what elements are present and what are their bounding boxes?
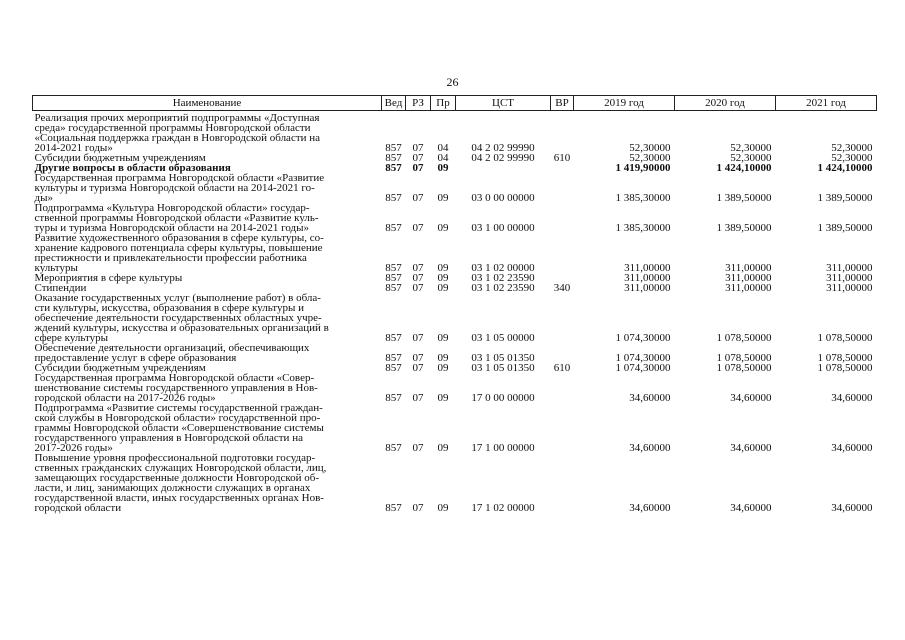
cell-cst: 03 1 05 00000: [471, 332, 535, 344]
cell-cst: 03 0 00 00000: [471, 192, 535, 204]
row-name-line: замещающих государственные должности Новгородской об-: [34, 472, 320, 484]
row-name-line: туры и туризма Новгородской области на 2014-2021 годы»: [34, 222, 310, 234]
row-name-line: сфере культуры: [34, 332, 109, 344]
row-name-line: Государственная программа Новгородской области «Совер-: [34, 372, 315, 384]
cell-cst: 17 0 00 00000: [471, 392, 535, 404]
cell-pr: 09: [437, 352, 449, 364]
row-name-line: Повышение уровня профессиональной подготовки государ-: [34, 452, 316, 464]
cell-ved: 857: [385, 162, 402, 174]
header-ved: Вед: [382, 96, 406, 111]
row-name-line: ды»: [34, 192, 53, 204]
row-name-line: ственной программы Новгородской области «Развитие куль-: [34, 212, 319, 224]
cell-y2021: 52,30000: [831, 142, 873, 154]
cell-rz: 07: [412, 152, 424, 164]
cell-y2019: 1 419,90000: [615, 162, 671, 174]
row-name-line: Субсидии бюджетным учреждениям: [34, 152, 206, 164]
cell-vr: [551, 373, 574, 403]
cell-vr: [551, 203, 574, 233]
cell-cst: 03 1 02 23590: [471, 272, 535, 284]
row-name-line: ждений культуры, искусства и образовательных организаций в: [34, 322, 329, 334]
cell-y2020: 311,00000: [725, 282, 772, 294]
table-header-row: [33, 96, 877, 111]
cell-y2019: 52,30000: [629, 142, 671, 154]
cell-vr: [551, 163, 574, 173]
cell-y2021: 311,00000: [826, 262, 873, 274]
table-row: [33, 233, 877, 273]
cell-pr: 09: [437, 262, 449, 274]
cell-rz: 07: [412, 282, 424, 294]
cell-pr: 09: [437, 162, 449, 174]
cell-pr: 04: [437, 152, 449, 164]
table-row: [33, 373, 877, 403]
cell-y2020: 52,30000: [730, 152, 772, 164]
cell-y2019: 34,60000: [629, 502, 671, 514]
cell-pr: 09: [437, 442, 449, 454]
cell-y2019: 34,60000: [629, 442, 671, 454]
cell-y2019: 1 074,30000: [615, 362, 671, 374]
cell-rz: 07: [412, 192, 424, 204]
cell-y2021: 1 078,50000: [817, 352, 873, 364]
row-name-line: среда» государственной программы Новгородской области: [34, 122, 311, 134]
cell-vr: [551, 293, 574, 343]
budget-table: [32, 95, 877, 513]
cell-y2020: 1 424,10000: [716, 162, 772, 174]
cell-vr: 340: [553, 282, 571, 294]
row-name: [33, 233, 382, 273]
cell-y2019: 52,30000: [629, 152, 671, 164]
header-2019: 2019 год: [574, 96, 675, 111]
row-name-line: культуры: [34, 262, 78, 274]
row-name: [33, 453, 382, 513]
row-name-line: сти культуры, искусства, образования в сфере культуры и: [34, 302, 304, 314]
cell-rz: 07: [412, 142, 424, 154]
cell-cst: 17 1 02 00000: [471, 502, 535, 514]
cell-vr: 610: [553, 362, 571, 374]
row-name-line: хранение кадрового потенциала сферы культуры, повышение: [34, 242, 323, 254]
cell-y2020: 1 078,50000: [716, 332, 772, 344]
row-name-line: государственного управления в Новгородской области на: [34, 432, 303, 444]
cell-cst: 03 1 00 00000: [471, 222, 535, 234]
table-row: [33, 453, 877, 513]
cell-vr: [551, 343, 574, 363]
cell-rz: 07: [412, 362, 424, 374]
row-name-line: Стипендии: [34, 282, 87, 294]
header-cst: ЦСТ: [456, 96, 551, 111]
cell-rz: 07: [412, 272, 424, 284]
row-name-line: предоставление услуг в сфере образования: [34, 352, 237, 364]
cell-ved: 857: [385, 332, 402, 344]
table-row: [33, 113, 877, 153]
row-name-line: ственных гражданских служащих Новгородской области, лиц,: [34, 462, 327, 474]
row-name-line: Подпрограмма «Развитие системы государственной граждан-: [34, 402, 323, 414]
header-pr: Пр: [431, 96, 456, 111]
cell-y2019: 34,60000: [629, 392, 671, 404]
cell-y2019: 1 385,30000: [615, 222, 671, 234]
header-name: Наименование: [33, 96, 382, 111]
row-name-line: Развитие художественного образования в сфере культуры, со-: [34, 232, 324, 244]
row-name-line: Субсидии бюджетным учреждениям: [34, 362, 206, 374]
cell-ved: 857: [385, 222, 402, 234]
row-name-line: Реализация прочих мероприятий подпрограммы «Доступная: [34, 112, 320, 124]
row-name-line: ласти, и лиц, занимающих должности служащих в органах: [34, 482, 311, 494]
row-name-line: Обеспечение деятельности организаций, обеспечивающих: [34, 342, 310, 354]
row-name-line: Оказание государственных услуг (выполнение работ) в обла-: [34, 292, 321, 304]
table-row: [33, 403, 877, 453]
cell-y2020: 52,30000: [730, 142, 772, 154]
cell-pr: 04: [437, 142, 449, 154]
table-row: [33, 173, 877, 203]
cell-rz: 07: [412, 352, 424, 364]
cell-y2019: 1 074,30000: [615, 332, 671, 344]
row-name-line: Мероприятия в сфере культуры: [34, 272, 183, 284]
row-name-line: престижности и привлекательности профессии работника: [34, 252, 307, 264]
cell-cst: 03 1 05 01350: [471, 352, 535, 364]
cell-pr: 09: [437, 362, 449, 374]
cell-ved: 857: [385, 272, 402, 284]
cell-ved: 857: [385, 282, 402, 294]
cell-y2021: 1 078,50000: [817, 362, 873, 374]
row-name-line: городской области на 2017-2026 годы»: [34, 392, 216, 404]
cell-rz: 07: [412, 392, 424, 404]
cell-y2020: 1 389,50000: [716, 222, 772, 234]
cell-y2020: 34,60000: [730, 392, 772, 404]
cell-rz: 07: [412, 332, 424, 344]
cell-y2020: 311,00000: [725, 262, 772, 274]
cell-ved: 857: [385, 142, 402, 154]
cell-y2021: 1 078,50000: [817, 332, 873, 344]
cell-rz: 07: [412, 262, 424, 274]
cell-ved: 857: [385, 442, 402, 454]
row-name-line: Государственная программа Новгородской области «Развитие: [34, 172, 325, 184]
row-name-line: городской области: [34, 502, 122, 514]
cell-y2021: 1 389,50000: [817, 192, 873, 204]
table-row: [33, 203, 877, 233]
cell-y2021: 1 389,50000: [817, 222, 873, 234]
row-name-line: культуры и туризма Новгородской области на 2014-2021 го-: [34, 182, 315, 194]
cell-y2019: 311,00000: [624, 272, 671, 284]
cell-cst: [456, 163, 551, 173]
row-name-line: Подпрограмма «Культура Новгородской области» государ-: [34, 202, 310, 214]
cell-y2021: 1 424,10000: [817, 162, 873, 174]
row-name-line: Другие вопросы в области образования: [34, 162, 231, 174]
cell-ved: 857: [385, 362, 402, 374]
header-2021: 2021 год: [776, 96, 877, 111]
cell-pr: 09: [437, 282, 449, 294]
cell-ved: 857: [385, 262, 402, 274]
cell-vr: [551, 453, 574, 513]
cell-y2020: 34,60000: [730, 502, 772, 514]
cell-ved: 857: [385, 392, 402, 404]
row-name-line: граммы Новгородской области «Совершенствование системы: [34, 422, 324, 434]
cell-vr: [551, 233, 574, 273]
cell-y2021: 311,00000: [826, 272, 873, 284]
cell-vr: [551, 403, 574, 453]
cell-y2020: 34,60000: [730, 442, 772, 454]
row-name-line: 2014-2021 годы»: [34, 142, 113, 154]
cell-y2020: 1 389,50000: [716, 192, 772, 204]
cell-vr: 610: [553, 152, 571, 164]
cell-cst: 04 2 02 99990: [471, 152, 535, 164]
cell-y2019: 311,00000: [624, 262, 671, 274]
table-body: [33, 111, 877, 514]
table-row: [33, 293, 877, 343]
cell-vr: [551, 113, 574, 153]
cell-ved: 857: [385, 502, 402, 514]
cell-rz: 07: [412, 502, 424, 514]
cell-y2019: 311,00000: [624, 282, 671, 294]
cell-cst: 04 2 02 99990: [471, 142, 535, 154]
row-name: [33, 343, 382, 363]
cell-y2020: 1 078,50000: [716, 362, 772, 374]
cell-ved: 857: [385, 152, 402, 164]
cell-cst: 03 1 02 23590: [471, 282, 535, 294]
row-name-line: шенствование системы государственного управления в Нов-: [34, 382, 318, 394]
row-name-line: ской службы в Новгородской области» государственной про-: [34, 412, 321, 424]
cell-y2021: 34,60000: [831, 392, 873, 404]
cell-y2021: 34,60000: [831, 502, 873, 514]
table-row: [33, 343, 877, 363]
cell-rz: 07: [412, 222, 424, 234]
cell-y2020: 1 078,50000: [716, 352, 772, 364]
row-name-line: государственной власти, иных государственных органах Нов-: [34, 492, 324, 504]
page-number: 26: [446, 75, 459, 89]
row-name: [33, 403, 382, 453]
row-name-line: «Социальная поддержка граждан в Новгородской области на: [34, 132, 321, 144]
row-name: [33, 113, 382, 153]
cell-pr: 09: [437, 222, 449, 234]
header-vr: ВР: [551, 96, 574, 111]
cell-cst: 03 1 02 00000: [471, 262, 535, 274]
cell-y2020: 311,00000: [725, 272, 772, 284]
cell-pr: 09: [437, 332, 449, 344]
cell-pr: 09: [437, 502, 449, 514]
row-name: [33, 373, 382, 403]
row-name: [33, 293, 382, 343]
cell-y2021: 34,60000: [831, 442, 873, 454]
cell-pr: 09: [437, 272, 449, 284]
cell-y2021: 52,30000: [831, 152, 873, 164]
cell-y2019: 1 074,30000: [615, 352, 671, 364]
header-rz: РЗ: [406, 96, 431, 111]
cell-cst: 03 1 05 01350: [471, 362, 535, 374]
cell-pr: 09: [437, 392, 449, 404]
cell-vr: [551, 173, 574, 203]
cell-y2021: 311,00000: [826, 282, 873, 294]
row-name-line: 2017-2026 годы»: [34, 442, 113, 454]
cell-ved: 857: [385, 192, 402, 204]
row-name: [33, 173, 382, 203]
cell-rz: 07: [412, 442, 424, 454]
cell-y2019: 1 385,30000: [615, 192, 671, 204]
header-2020: 2020 год: [675, 96, 776, 111]
cell-rz: 07: [412, 162, 424, 174]
row-name-line: обеспечение деятельности государственных областных учре-: [34, 312, 322, 324]
cell-cst: 17 1 00 00000: [471, 442, 535, 454]
cell-ved: 857: [385, 352, 402, 364]
cell-pr: 09: [437, 192, 449, 204]
row-name: [33, 203, 382, 233]
